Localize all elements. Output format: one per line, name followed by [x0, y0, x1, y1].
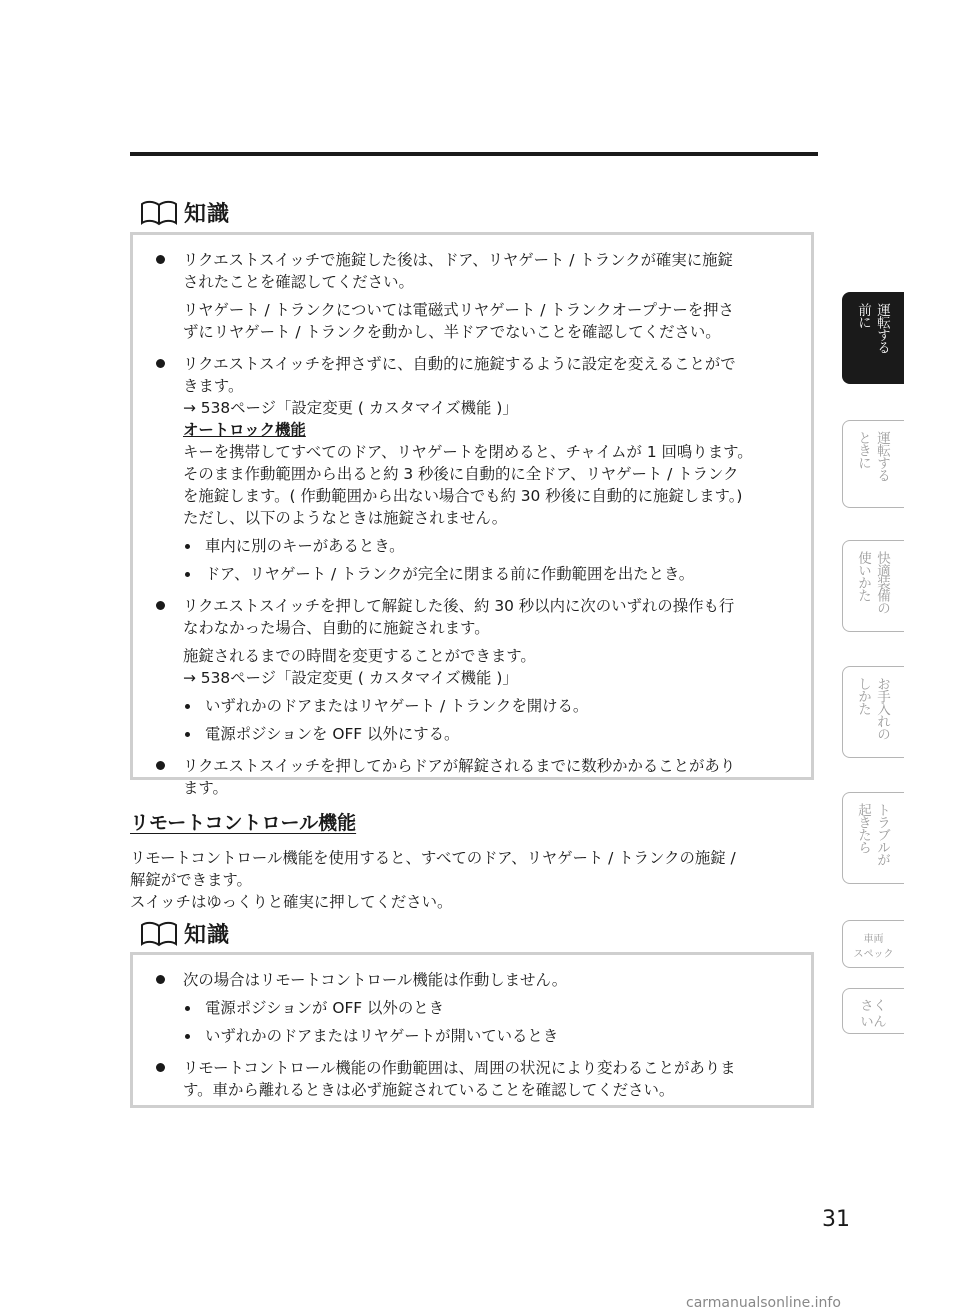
bullet [156, 359, 165, 368]
book-icon [140, 200, 178, 226]
knowledge-header [140, 197, 230, 228]
tab-before-driving[interactable]: 運転する 前に [842, 292, 904, 384]
section-title: リモートコントロール機能 [130, 812, 357, 834]
tab-vehicle-specs[interactable]: 車両 スペック [842, 920, 904, 968]
tab-maintenance[interactable]: お手入れの しかた [842, 666, 904, 758]
bullet [156, 975, 165, 984]
page-reference: → 538ページ「設定変更 ( カスタマイズ機能 )」 [183, 399, 518, 417]
knowledge-title: 知識 [184, 923, 231, 948]
bullet [156, 601, 165, 610]
list-item: リクエストスイッチを押してからドアが解錠されるまでに数秒かかることがあり ます。 [153, 755, 793, 799]
list-item: リモートコントロール機能の作動範囲は、周囲の状況により変わることがありま す。車から離れるときは必ず施錠されていることを確認してください。 [153, 1057, 793, 1101]
sub-item: いずれかのドアまたはリヤゲート / トランクを開ける。 [183, 695, 793, 717]
header-rule [130, 152, 818, 156]
section-paragraph: リモートコントロール機能を使用すると、すべてのドア、リヤゲート / トランクの施錠 / 解錠ができます。 スイッチはゆっくりと確実に押してください。 [130, 849, 736, 911]
knowledge-box [130, 232, 814, 797]
list-item: 次の場合はリモートコントロール機能は作動しません。 電源ポジションが OFF 以外のとき いずれかのドアまたはリヤゲートが開いているとき [153, 969, 793, 1047]
list-item: リクエストスイッチで施錠した後は、ドア、リヤゲート / トランクが確実に施錠 されたことを確認してください。 リヤゲート / トランクについては電磁式リヤゲート / トランクオープナーを押さ ずにリヤゲート / トランクを動かし、半ドアでないことを確認してください。 [153, 249, 793, 343]
sub-item: 電源ポジションを OFF 以外にする。 [183, 723, 793, 745]
tab-index[interactable]: さく いん [842, 988, 904, 1034]
sub-item: 電源ポジションが OFF 以外のとき [183, 997, 793, 1019]
watermark: carmanualsonline.info [686, 1295, 841, 1311]
tab-while-driving[interactable]: 運転する ときに [842, 420, 904, 508]
bullet [156, 255, 165, 264]
sub-item: ドア、リヤゲート / トランクが完全に閉まる前に作動範囲を出たとき。 [183, 563, 793, 585]
book-icon [140, 921, 178, 947]
subheading: オートロック機能 [183, 421, 306, 439]
bullet [156, 1063, 165, 1072]
remote-control-section [130, 808, 820, 913]
tab-troubleshooting[interactable]: トラブルが 起きたら [842, 792, 904, 884]
list-item: リクエストスイッチを押して解錠した後、約 30 秒以内に次のいずれの操作も行 なわなかった場合、自動的に施錠されます。 施錠されるまでの時間を変更することができます。 → 538ページ「設定変更 ( カスタマイズ機能 )」 いずれかのドアまたはリヤゲート / トランクを開ける。 電源ポジションを OFF 以外にする。 [153, 595, 793, 745]
sub-item: 車内に別のキーがあるとき。 [183, 535, 793, 557]
list-item: リクエストスイッチを押さずに、自動的に施錠するように設定を変えることがで きます。 → 538ページ「設定変更 ( カスタマイズ機能 )」 オートロック機能 キーを携帯してすべてのドア、リヤゲートを閉めると、チャイムが 1 回鳴ります。 そのまま作動範囲から出ると約 3 秒後に自動的に全ドア、リヤゲート / トランク を施錠します。( 作動範囲から出ない場合でも約 30 秒後に自動的に施錠します。) ただし、以下のようなときは施錠されません。 車内に別のキーがあるとき。 ドア、リヤゲート / トランクが完全に閉まる前に作動範囲を出たとき。 [153, 353, 793, 585]
page-number: 31 [822, 1207, 850, 1232]
knowledge-header [140, 918, 230, 949]
knowledge-title: 知識 [184, 202, 231, 227]
bullet [156, 761, 165, 770]
tab-comfort-features[interactable]: 快適装備の 使いかた [842, 540, 904, 632]
knowledge-box [130, 952, 814, 1108]
sub-item: いずれかのドアまたはリヤゲートが開いているとき [183, 1025, 793, 1047]
page-reference: → 538ページ「設定変更 ( カスタマイズ機能 )」 [183, 669, 518, 687]
